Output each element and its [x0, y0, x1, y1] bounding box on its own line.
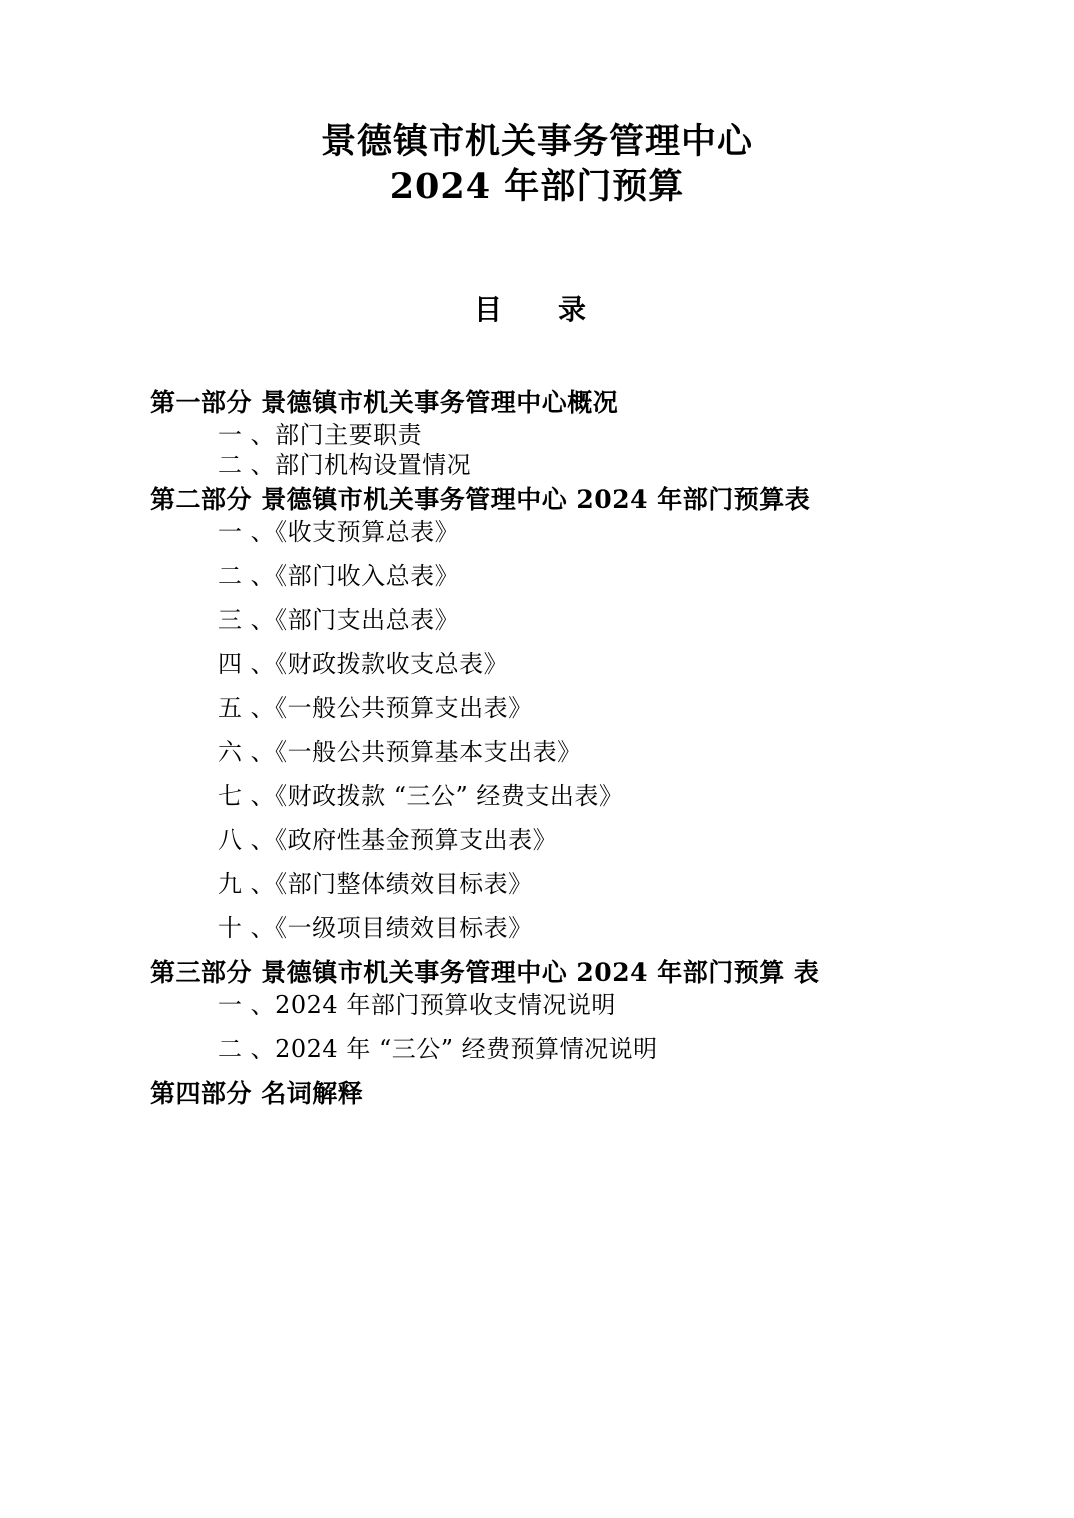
toc-sub-item[interactable]: 一 、《收支预算总表》	[218, 517, 460, 546]
toc-sub-item[interactable]: 五 、《一般公共预算支出表》	[218, 693, 533, 722]
page-title	[150, 0, 924, 210]
toc-part-item[interactable]: 第四部分 名词解释	[150, 1078, 364, 1108]
table-of-contents	[150, 328, 924, 1106]
toc-sub-item[interactable]: 六 、《一般公共预算基本支出表》	[218, 737, 582, 766]
toc-sub-item[interactable]: 三 、《部门支出总表》	[218, 605, 460, 634]
table-of-contents-heading: 目 录	[473, 292, 600, 326]
page-title-line-2: 2024 年部门预算	[389, 165, 685, 207]
toc-sub-item[interactable]: 二 、部门机构设置情况	[218, 450, 472, 479]
toc-sub-item[interactable]: 一 、2024 年部门预算收支情况说明	[218, 990, 616, 1019]
toc-sub-item[interactable]: 二 、《部门收入总表》	[218, 561, 460, 590]
toc-sub-item[interactable]: 四 、《财政拨款收支总表》	[218, 649, 509, 678]
toc-sub-item[interactable]: 十 、《一级项目绩效目标表》	[218, 913, 533, 942]
toc-sub-item[interactable]: 一 、部门主要职责	[218, 420, 423, 449]
toc-sub-item[interactable]: 七 、《财政拨款 “三公” 经费支出表》	[218, 781, 624, 810]
toc-part-item[interactable]: 第一部分 景德镇市机关事务管理中心概况	[150, 387, 619, 417]
toc-part-item[interactable]: 第三部分 景德镇市机关事务管理中心 2024 年部门预算 表	[150, 957, 820, 987]
toc-sub-item[interactable]: 八 、《政府性基金预算支出表》	[218, 825, 558, 854]
toc-sub-item[interactable]: 九 、《部门整体绩效目标表》	[218, 869, 533, 898]
page-title-line-1: 景德镇市机关事务管理中心	[320, 121, 753, 162]
toc-part-item[interactable]: 第二部分 景德镇市机关事务管理中心 2024 年部门预算表	[150, 484, 811, 514]
toc-sub-item[interactable]: 二 、2024 年 “三公” 经费预算情况说明	[218, 1034, 658, 1063]
